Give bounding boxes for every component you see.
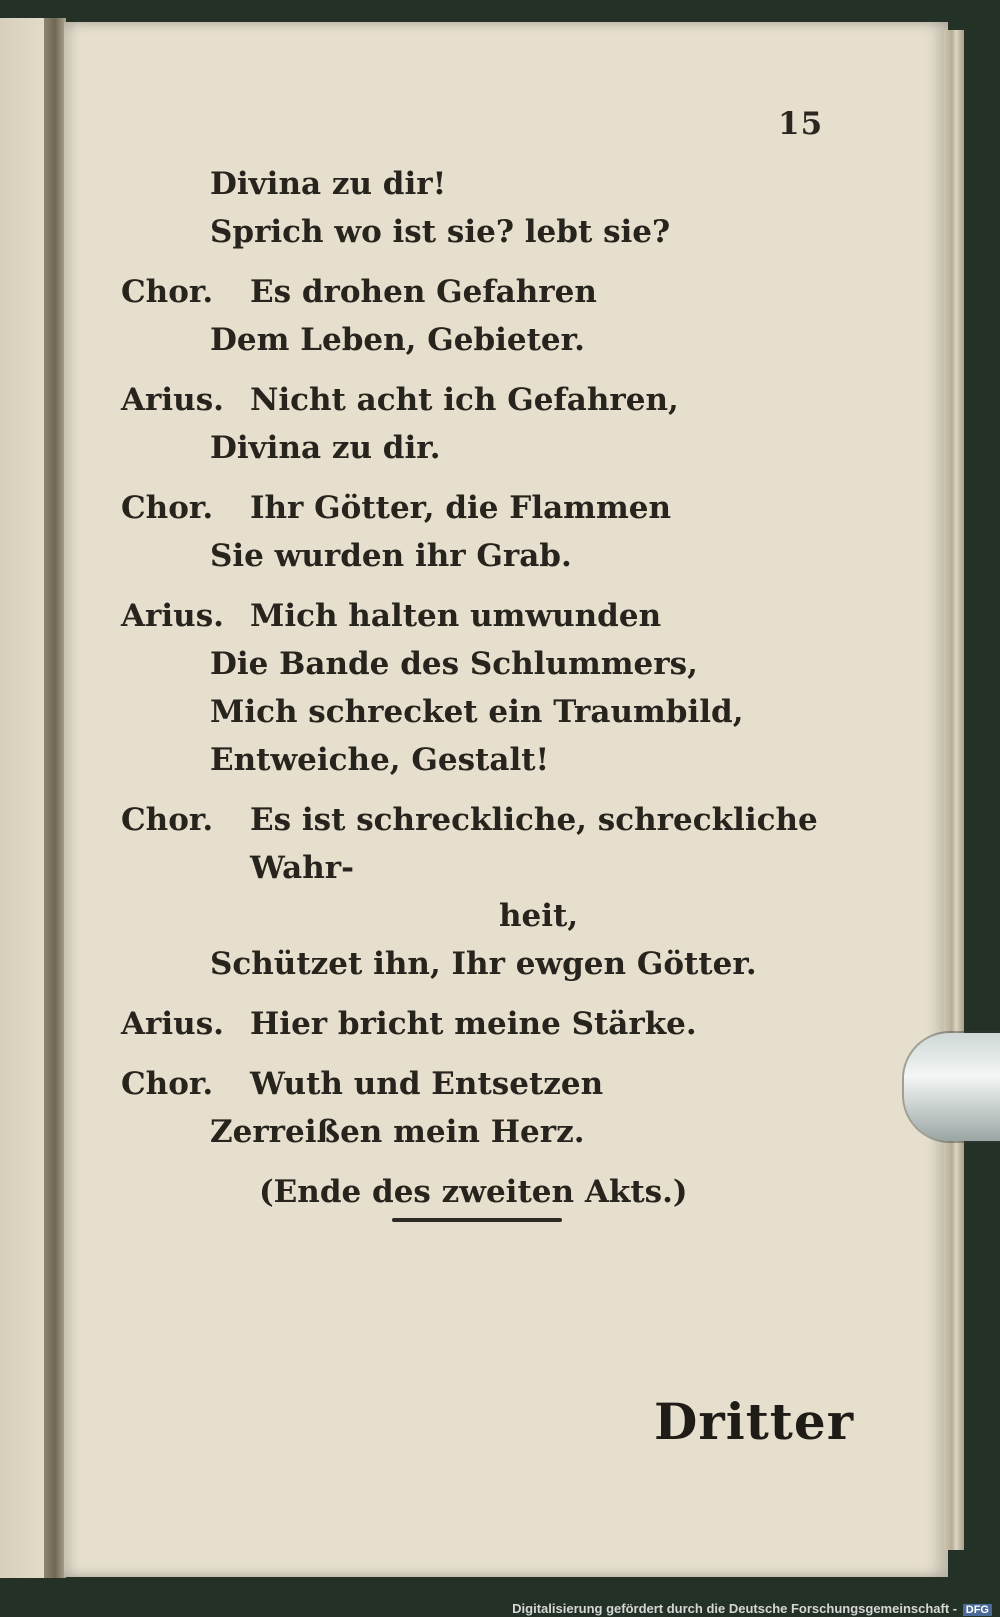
dialogue-line: Mich schrecket ein Traumbild, <box>210 694 744 730</box>
speaker-name: Chor. <box>121 1066 214 1102</box>
dialogue-line: Dem Leben, Gebieter. <box>210 322 585 358</box>
speaker-name: Chor. <box>121 490 214 526</box>
stage-direction: (Ende des zweiten Akts.) <box>259 1174 688 1210</box>
dialogue-line: Ihr Götter, die Flammen <box>250 490 672 526</box>
dialogue-line: Es ist schreckliche, schreckliche Wahr- <box>250 802 818 886</box>
dialogue-line: Schützet ihn, Ihr ewgen Götter. <box>210 946 757 982</box>
catchword: Dritter <box>654 1392 855 1451</box>
dialogue-line: Mich halten umwunden <box>250 598 662 634</box>
dialogue-line: Es drohen Gefahren <box>250 274 597 310</box>
dialogue-block-6 <box>121 796 821 988</box>
page-stack-edge <box>944 30 964 1550</box>
dialogue-block-3 <box>121 376 821 472</box>
page-number: 15 <box>778 106 824 142</box>
dialogue-line: heit, <box>499 898 579 934</box>
dialogue-line: Nicht acht ich Gefahren, <box>250 382 679 418</box>
footer-text: Digitalisierung gefördert durch die Deutsche Forschungsgemeinschaft - <box>512 1601 958 1616</box>
dialogue-line: Die Bande des Schlummers, <box>210 646 698 682</box>
dialogue-line: Hier bricht meine Stärke. <box>250 1006 697 1042</box>
dialogue-block-7 <box>121 1000 821 1048</box>
dialogue-block-4 <box>121 484 821 580</box>
dialogue-line: Sie wurden ihr Grab. <box>210 538 572 574</box>
dialogue-line: Entweiche, Gestalt! <box>210 742 550 778</box>
dialogue-line: Zerreißen mein Herz. <box>210 1114 585 1150</box>
speaker-name: Arius. <box>121 382 224 418</box>
speaker-name: Chor. <box>121 802 214 838</box>
speaker-name: Arius. <box>121 598 224 634</box>
dialogue-block-5 <box>121 592 821 784</box>
speaker-name: Arius. <box>121 1006 224 1042</box>
dialogue-block-1 <box>121 160 821 256</box>
speaker-name: Chor. <box>121 274 214 310</box>
digitization-footer <box>512 1601 992 1616</box>
dialogue-block-2 <box>121 268 821 364</box>
book-gutter <box>44 18 66 1578</box>
page-clip <box>904 1033 1000 1141</box>
dialogue-block-8 <box>121 1060 821 1156</box>
page-text <box>121 160 821 1216</box>
dialogue-line: Sprich wo ist sie? lebt sie? <box>210 214 671 250</box>
dialogue-line: Divina zu dir! <box>210 166 447 202</box>
dialogue-line: Wuth und Entsetzen <box>250 1066 604 1102</box>
section-divider <box>392 1218 562 1222</box>
dialogue-line: Divina zu dir. <box>210 430 441 466</box>
dfg-logo: DFG <box>963 1604 992 1616</box>
